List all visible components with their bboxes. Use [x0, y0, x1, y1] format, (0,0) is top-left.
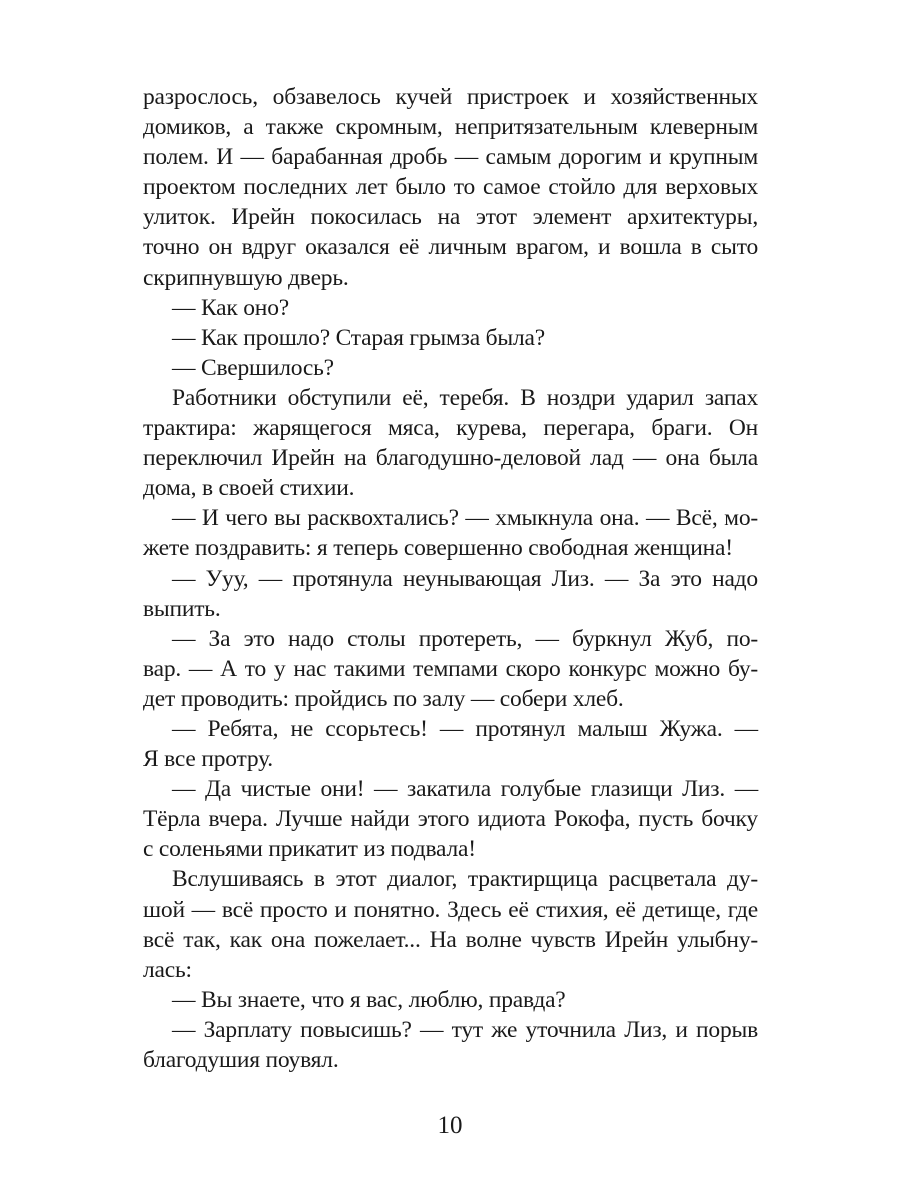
paragraph — [143, 1015, 758, 1075]
text-line: — Вы знаете, что я вас, люблю, правда? — [172, 986, 566, 1013]
text-line: — И чего вы расквохтались? — хмыкнула она. — Всё, мо- — [172, 505, 758, 532]
text-line: точно он вдруг оказался её личным врагом, и вошла в сыто — [143, 234, 758, 261]
text-line: — Зарплату повысишь? — тут же уточнила Лиз, и порыв — [172, 1016, 758, 1043]
text-line: выпить. — [143, 595, 221, 622]
text-line: улиток. Ирейн покосилась на этот элемент архитектуры, — [143, 204, 758, 231]
paragraph — [143, 353, 758, 383]
paragraph — [143, 82, 758, 293]
text-line: — Свершилось? — [172, 354, 334, 381]
text-line: скрипнувшую дверь. — [143, 264, 349, 291]
paragraph — [143, 714, 758, 774]
paragraph — [143, 985, 758, 1015]
paragraph — [143, 774, 758, 864]
text-line: полем. И — барабанная дробь — самым дорогим и крупным — [143, 144, 758, 171]
text-line: — Ууу, — протянула неунывающая Лиз. — За это надо — [172, 565, 758, 592]
paragraph — [143, 293, 758, 323]
text-line: всё так, как она пожелает... На волне чувств Ирейн улыбну- — [143, 926, 758, 953]
text-line: домиков, а также скромным, непритязательным клеверным — [143, 114, 758, 141]
text-line: — Да чистые они! — закатила голубые глазищи Лиз. — — [172, 776, 758, 803]
text-line: Тёрла вчера. Лучше найди этого идиота Рокофа, пусть бочку — [143, 806, 758, 833]
text-line: переключил Ирейн на благодушно-деловой лад — она была — [143, 445, 758, 472]
text-line: вар. — А то у нас такими темпами скоро конкурс можно бу- — [143, 655, 758, 682]
text-line: лась: — [143, 956, 192, 983]
body-text — [143, 82, 758, 1075]
text-line: дома, в своей стихии. — [143, 475, 355, 502]
text-line: — Как оно? — [172, 294, 289, 321]
text-line: Я все протру. — [143, 746, 273, 773]
text-line: — За это надо столы протереть, — буркнул Жуб, по- — [172, 625, 758, 652]
paragraph — [143, 323, 758, 353]
text-line: — Ребята, не ссорьтесь! — протянул малыш Жужа. — — [172, 715, 758, 742]
text-line: шой — всё просто и понятно. Здесь её стихия, её детище, где — [143, 896, 758, 923]
text-line: дет проводить: пройдись по залу — собери хлеб. — [143, 685, 624, 712]
paragraph — [143, 864, 758, 984]
paragraph — [143, 624, 758, 714]
text-line: трактира: жарящегося мяса, курева, перегара, браги. Он — [143, 415, 758, 442]
text-line: разрослось, обзавелось кучей пристроек и хозяйственных — [143, 84, 758, 110]
text-line: благодушия поувял. — [143, 1047, 339, 1073]
text-line: проектом последних лет было то самое стойло для верховых — [143, 174, 758, 201]
text-line: — Как прошло? Старая грымза была? — [172, 324, 546, 351]
paragraph — [143, 503, 758, 563]
text-line: жете поздравить: я теперь совершенно свободная женщина! — [143, 535, 733, 562]
paragraph — [143, 383, 758, 503]
page-number: 10 — [437, 1112, 463, 1139]
paragraph — [143, 564, 758, 624]
text-line: Вслушиваясь в этот диалог, трактирщица расцветала ду- — [172, 866, 758, 893]
text-line: с соленьями прикатит из подвала! — [143, 836, 476, 863]
text-line: Работники обступили её, теребя. В ноздри ударил запах — [172, 384, 758, 411]
